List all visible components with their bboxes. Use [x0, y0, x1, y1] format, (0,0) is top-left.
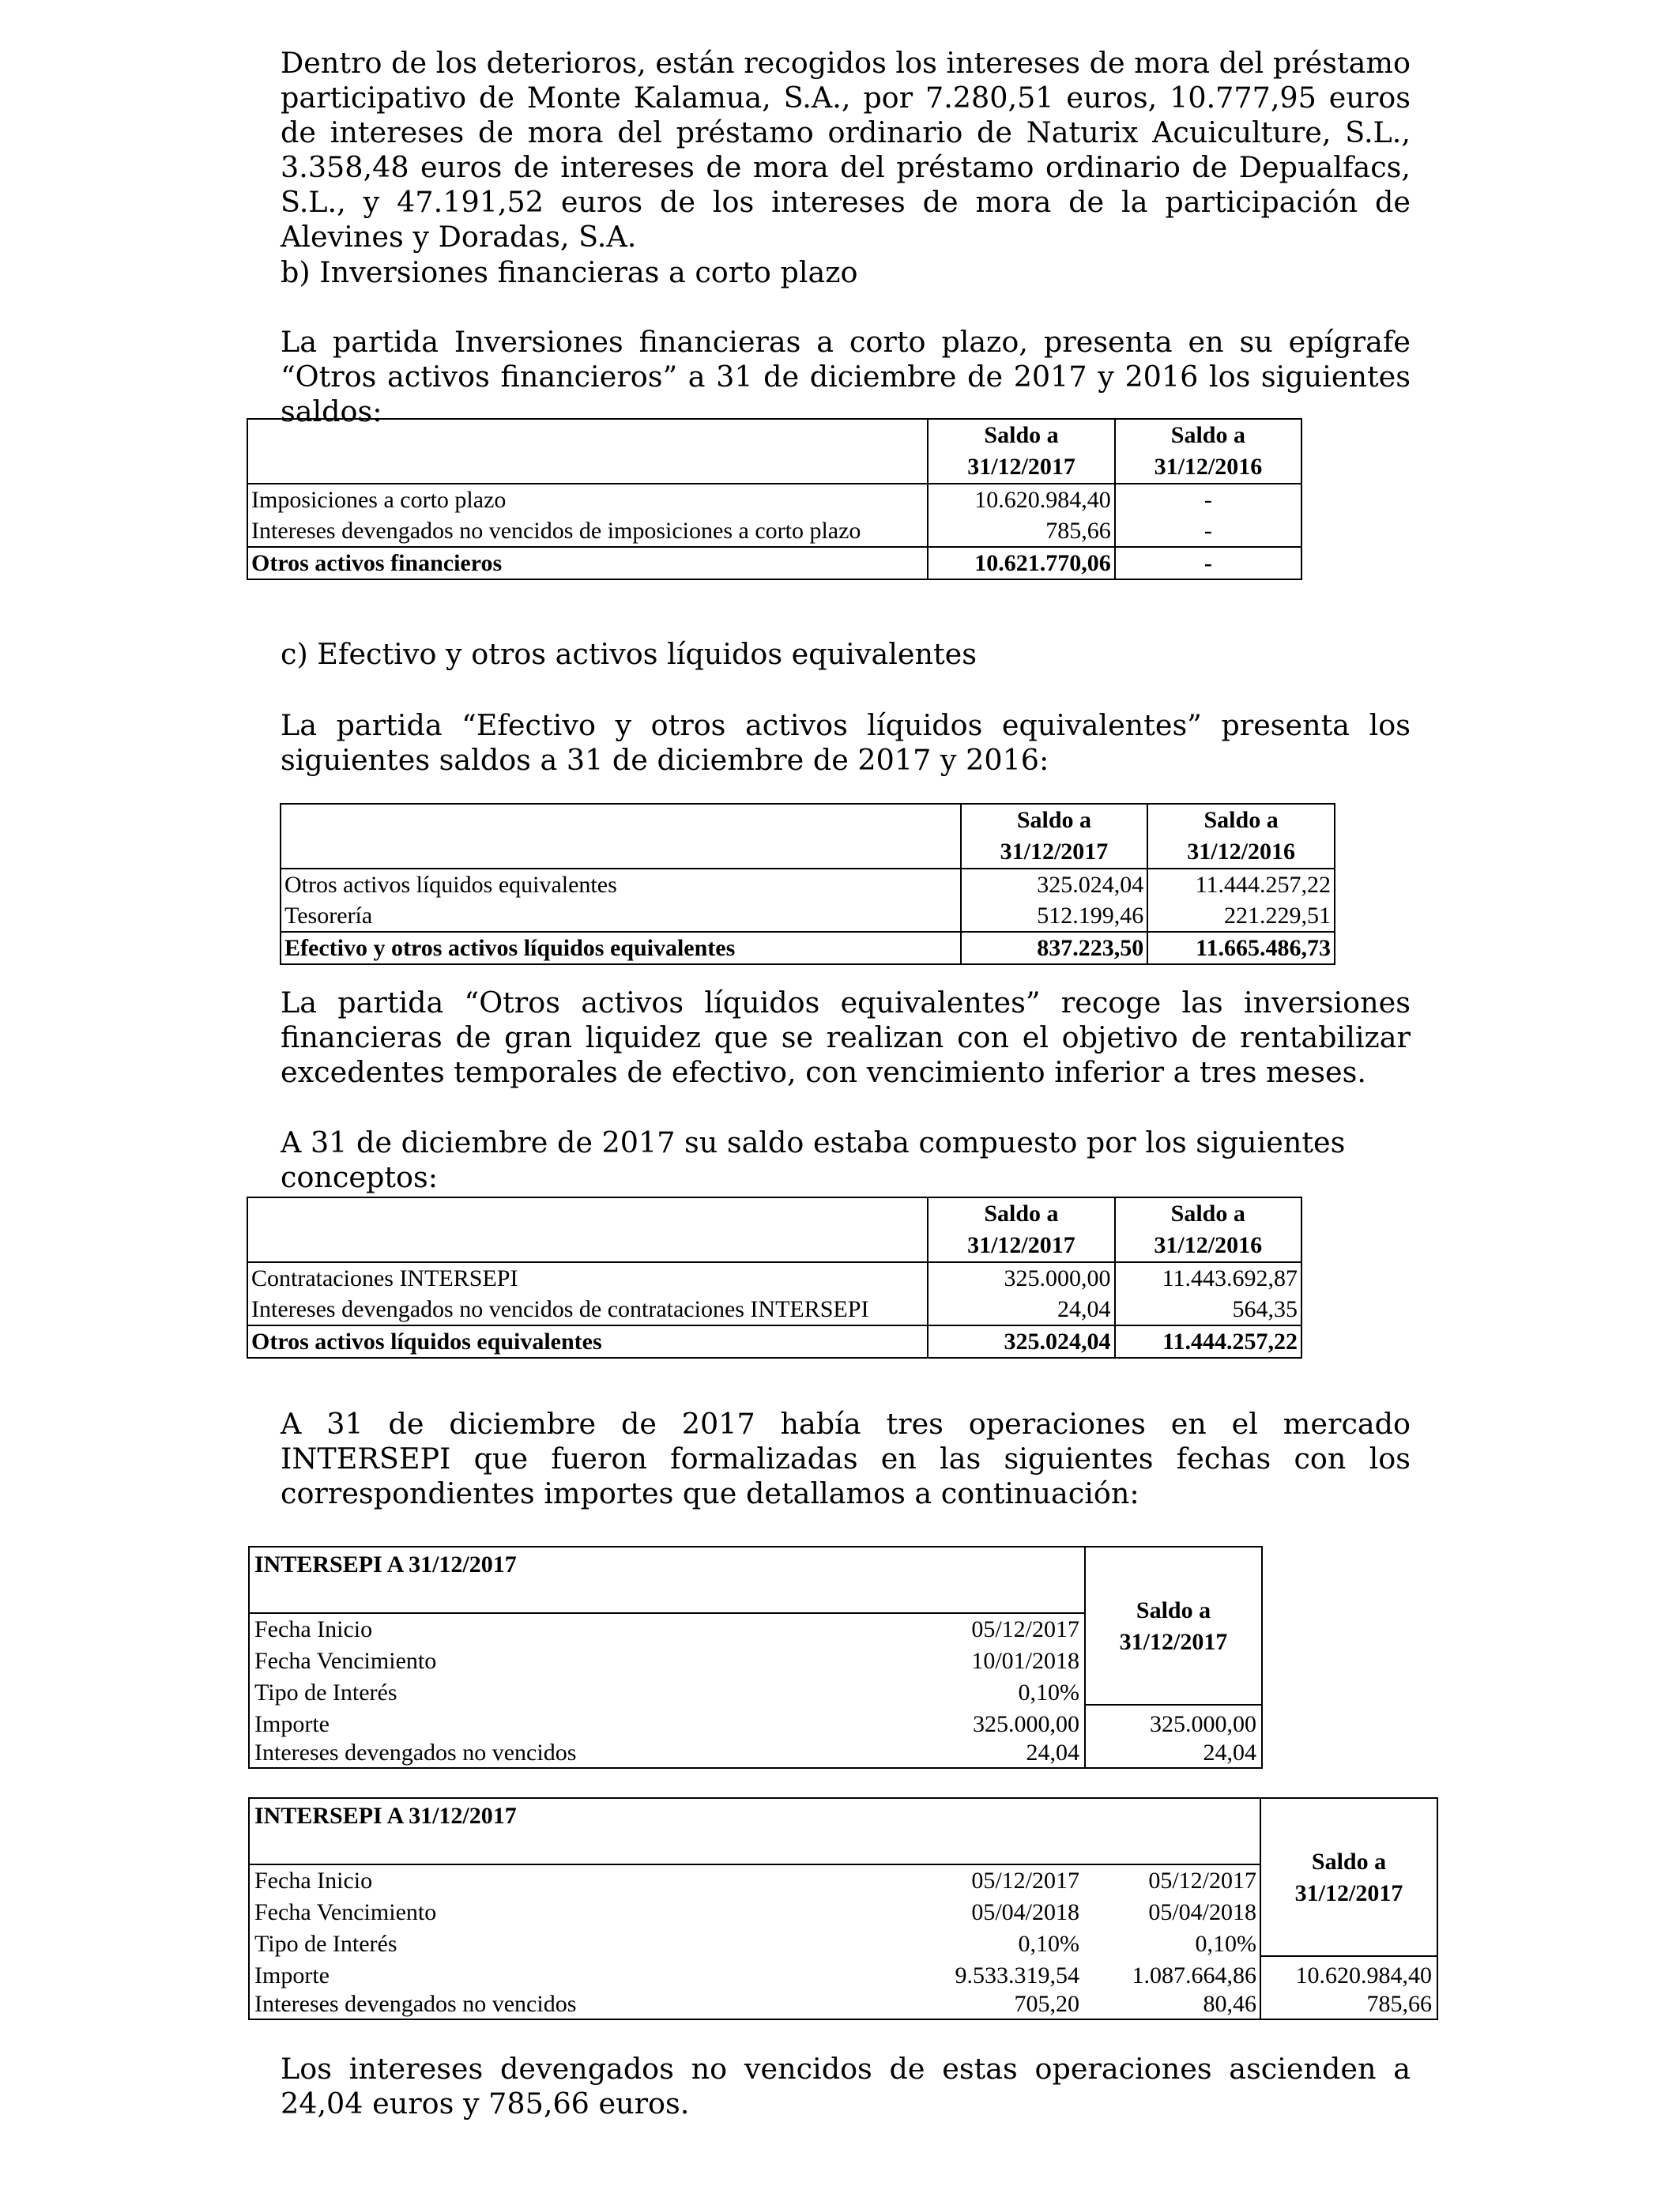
- row-label: Intereses devengados no vencidos de contrataciones INTERSEPI: [247, 1294, 928, 1325]
- table-total-row: [247, 547, 1301, 579]
- op1-intereses: 705,20: [1014, 1991, 1079, 2017]
- table-total-row: [247, 1325, 1301, 1358]
- row-value-2017: 10.620.984,40: [928, 484, 1115, 515]
- op1-fecha-vencimiento: 05/04/2018: [971, 1899, 1079, 1925]
- paragraph-otros-activos-liquidos: La partida “Otros activos líquidos equivalentes” recoge las inversiones financieras de gran liquidez que se realizan con el objetivo de rentabilizar excedentes temporales de efectivo, con vencimiento inferior a tres meses.: [281, 986, 1411, 1089]
- row-value-2017: 325.024,04: [961, 869, 1148, 900]
- total-value-2016: 11.444.257,22: [1115, 1325, 1302, 1358]
- table-row: [281, 869, 1335, 900]
- heading-inversiones-financieras: b) Inversiones financieras a corto plazo: [281, 255, 858, 289]
- row-value-2017: 512.199,46: [961, 900, 1148, 932]
- row-value-2016: 564,35: [1115, 1294, 1302, 1325]
- row-label: Tesorería: [281, 900, 961, 932]
- intersepi-title: INTERSEPI A 31/12/2017: [254, 1551, 517, 1578]
- row-value-2017: 785,66: [928, 515, 1115, 547]
- saldo-header: Saldo a 31/12/2017: [1119, 1597, 1228, 1655]
- total-value-2017: 10.621.770,06: [928, 547, 1115, 579]
- op1-importe: 9.533.319,54: [955, 1962, 1079, 1989]
- total-label: Efectivo y otros activos líquidos equivalentes: [281, 932, 961, 964]
- row-value-2016: -: [1115, 515, 1301, 547]
- op1-fecha-inicio: 05/12/2017: [971, 1616, 1079, 1642]
- op2-importe: 1.087.664,86: [1132, 1962, 1256, 1989]
- row-value-2016: -: [1115, 484, 1301, 515]
- paragraph-inversiones: La partida Inversiones financieras a corto plazo, presenta en su epígrafe “Otros activos financieros” a 31 de diciembre de 2017 y 2016 los siguientes saldos:: [281, 325, 1411, 428]
- table-total-row: [281, 932, 1335, 964]
- table-header: [281, 804, 1335, 869]
- label-tipo-interes: Tipo de Interés: [254, 1931, 397, 1957]
- op2-tipo-interes: 0,10%: [1195, 1931, 1256, 1957]
- table-otros-activos-financieros: [247, 418, 1302, 580]
- op2-fecha-inicio: 05/12/2017: [1148, 1868, 1256, 1894]
- saldo-intereses: 785,66: [1366, 1991, 1432, 2017]
- header-blank: [247, 1197, 928, 1262]
- table-row: [247, 1262, 1301, 1294]
- paragraph-saldo-compuesto: A 31 de diciembre de 2017 su saldo estaba compuesto por los siguientes conceptos:: [281, 1125, 1346, 1194]
- saldo-importe: 10.620.984,40: [1295, 1962, 1432, 1989]
- header-saldo-2016: Saldo a 31/12/2016: [1115, 1197, 1302, 1262]
- table-otros-activos-liquidos: [247, 1197, 1302, 1359]
- total-value-2017: 837.223,50: [961, 932, 1148, 964]
- op1-fecha-inicio: 05/12/2017: [971, 1868, 1079, 1894]
- op1-tipo-interes: 0,10%: [1018, 1931, 1079, 1957]
- row-value-2017: 325.000,00: [928, 1262, 1114, 1294]
- intersepi-table-2: [248, 1797, 1438, 2020]
- table-efectivo: [280, 803, 1335, 965]
- label-fecha-inicio: Fecha Inicio: [254, 1616, 373, 1642]
- total-value-2016: 11.665.486,73: [1147, 932, 1335, 964]
- heading-efectivo: c) Efectivo y otros activos líquidos equivalentes: [281, 637, 977, 671]
- op1-fecha-vencimiento: 10/01/2018: [971, 1648, 1079, 1674]
- row-value-2016: 11.444.257,22: [1147, 869, 1335, 900]
- table-row: [247, 1294, 1301, 1325]
- label-fecha-vencimiento: Fecha Vencimiento: [254, 1648, 437, 1674]
- row-label: Otros activos líquidos equivalentes: [281, 869, 961, 900]
- paragraph-operaciones-intersepi: A 31 de diciembre de 2017 había tres operaciones en el mercado INTERSEPI que fueron formalizadas en las siguientes fechas con los correspondientes importes que detallamos a continuación:: [281, 1407, 1411, 1510]
- header-saldo-2017: Saldo a 31/12/2017: [961, 804, 1148, 869]
- saldo-header: Saldo a 31/12/2017: [1294, 1849, 1403, 1906]
- row-value-2016: 221.229,51: [1147, 900, 1335, 932]
- intersepi-table-1: [248, 1546, 1263, 1769]
- op1-intereses: 24,04: [1026, 1740, 1079, 1766]
- table-row: [281, 900, 1335, 932]
- saldo-intereses: 24,04: [1203, 1740, 1256, 1766]
- paragraph-deterioros: Dentro de los deterioros, están recogidos los intereses de mora del préstamo participativo de Monte Kalamua, S.A., por 7.280,51 euros, 10.777,95 euros de intereses de mora del préstamo ordinario de Naturix Acuiculture, S.L., 3.358,48 euros de intereses de mora del préstamo ordinario de Depualfacs, S.L., y 47.191,52 euros de los intereses de mora de la participación de Alevines y Doradas, S.A.: [281, 46, 1411, 254]
- label-tipo-interes: Tipo de Interés: [254, 1679, 397, 1706]
- row-value-2017: 24,04: [928, 1294, 1114, 1325]
- total-value-2016: -: [1115, 547, 1301, 579]
- header-saldo-2016: Saldo a 31/12/2016: [1115, 419, 1301, 484]
- op1-importe: 325.000,00: [973, 1711, 1079, 1737]
- op1-tipo-interes: 0,10%: [1018, 1679, 1079, 1706]
- row-label: Contrataciones INTERSEPI: [247, 1262, 928, 1294]
- table-row: [247, 484, 1301, 515]
- total-value-2017: 325.024,04: [928, 1325, 1114, 1358]
- header-blank: [281, 804, 961, 869]
- label-importe: Importe: [254, 1962, 330, 1989]
- row-label: Intereses devengados no vencidos de imposiciones a corto plazo: [247, 515, 928, 547]
- paragraph-intereses-devengados: Los intereses devengados no vencidos de estas operaciones ascienden a 24,04 euros y 785,66 euros.: [281, 2052, 1411, 2120]
- table-header: [247, 1197, 1301, 1262]
- total-label: Otros activos líquidos equivalentes: [247, 1325, 928, 1358]
- table-row: [247, 515, 1301, 547]
- op2-fecha-vencimiento: 05/04/2018: [1148, 1899, 1256, 1925]
- header-saldo-2017: Saldo a 31/12/2017: [928, 1197, 1114, 1262]
- table-header: [247, 419, 1301, 484]
- label-intereses: Intereses devengados no vencidos: [254, 1991, 577, 2017]
- label-fecha-inicio: Fecha Inicio: [254, 1868, 373, 1894]
- row-value-2016: 11.443.692,87: [1115, 1262, 1302, 1294]
- op2-intereses: 80,46: [1203, 1991, 1256, 2017]
- label-importe: Importe: [254, 1711, 330, 1737]
- row-label: Imposiciones a corto plazo: [247, 484, 928, 515]
- header-saldo-2016: Saldo a 31/12/2016: [1147, 804, 1335, 869]
- label-fecha-vencimiento: Fecha Vencimiento: [254, 1899, 437, 1925]
- header-blank: [247, 419, 928, 484]
- header-saldo-2017: Saldo a 31/12/2017: [928, 419, 1115, 484]
- saldo-importe: 325.000,00: [1150, 1711, 1256, 1737]
- label-intereses: Intereses devengados no vencidos: [254, 1740, 577, 1766]
- intersepi-title: INTERSEPI A 31/12/2017: [254, 1803, 517, 1829]
- total-label: Otros activos financieros: [247, 547, 928, 579]
- paragraph-efectivo: La partida “Efectivo y otros activos líquidos equivalentes” presenta los siguientes saldos a 31 de diciembre de 2017 y 2016:: [281, 708, 1411, 777]
